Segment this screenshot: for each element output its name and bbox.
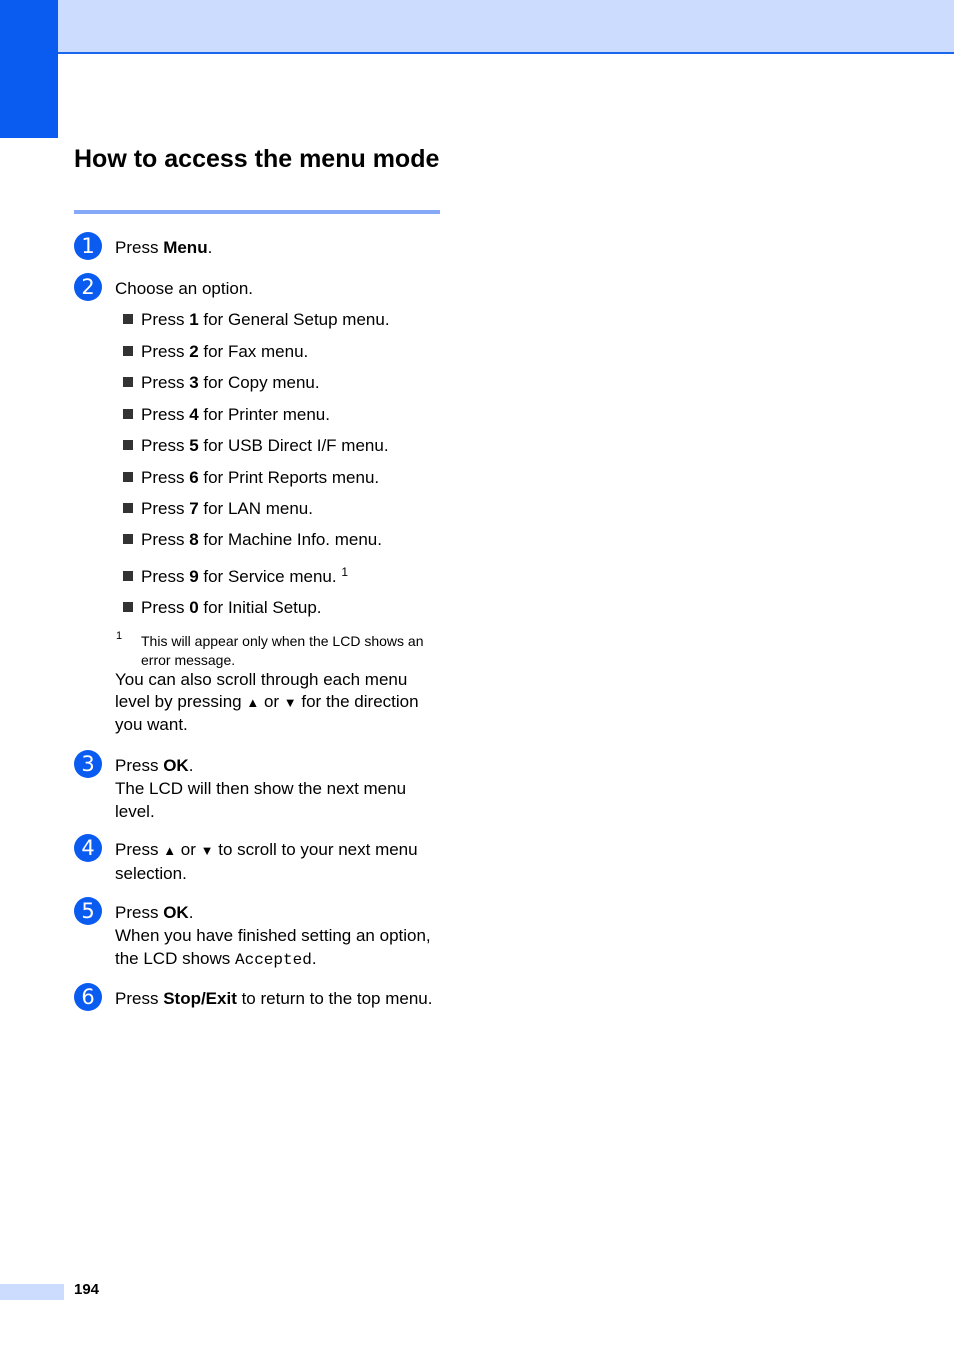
bullet-square-icon <box>123 571 133 581</box>
bullet-square-icon <box>123 377 133 387</box>
scroll-note: You can also scroll through each menu level by pressing ▲ or ▼ for the direction you want. <box>115 670 419 734</box>
step-text: Press Menu. <box>115 238 213 257</box>
arrow-up-icon: ▲ <box>246 695 260 710</box>
bullet-square-icon <box>123 409 133 419</box>
step-number-badge: 3 <box>74 750 102 778</box>
step-number-badge: 4 <box>74 834 102 862</box>
bullet-square-icon <box>123 472 133 482</box>
option-item: Press 0 for Initial Setup. <box>123 596 322 619</box>
step-text: Choose an option. <box>115 279 253 298</box>
step-text: Press OK. The LCD will then show the next menu level. <box>115 756 407 821</box>
bullet-square-icon <box>123 534 133 544</box>
bullet-square-icon <box>123 602 133 612</box>
footnote-ref: 1 <box>341 565 349 579</box>
option-item: Press 5 for USB Direct I/F menu. <box>123 434 389 457</box>
option-item: Press 7 for LAN menu. <box>123 497 313 520</box>
option-item: Press 4 for Printer menu. <box>123 403 330 426</box>
header-band <box>0 0 954 54</box>
bullet-square-icon <box>123 503 133 513</box>
arrow-down-icon: ▼ <box>200 843 214 858</box>
step-text: Press Stop/Exit to return to the top menu. <box>115 989 433 1008</box>
arrow-up-icon: ▲ <box>163 843 177 858</box>
option-item: Press 1 for General Setup menu. <box>123 308 390 331</box>
option-item: Press 8 for Machine Info. menu. <box>123 528 382 551</box>
footer-band <box>0 1284 64 1300</box>
option-item: Press 3 for Copy menu. <box>123 371 320 394</box>
step-number-badge: 1 <box>74 232 102 260</box>
footnote-mark: 1 <box>116 630 123 642</box>
step-text: Press OK. When you have finished setting an option, the LCD shows Accepted. <box>115 903 431 969</box>
arrow-down-icon: ▼ <box>283 695 297 710</box>
chapter-tab <box>0 0 58 138</box>
title-underline <box>74 210 440 214</box>
option-item: Press 6 for Print Reports menu. <box>123 466 379 489</box>
lcd-text: Accepted <box>235 951 312 969</box>
bullet-square-icon <box>123 440 133 450</box>
step-text: Press ▲ or ▼ to scroll to your next menu selection. <box>115 840 418 883</box>
footnote-text: This will appear only when the LCD shows an error message. <box>141 633 424 668</box>
section-title: How to access the menu mode <box>74 145 440 173</box>
step-number-badge: 6 <box>74 983 102 1011</box>
option-item: Press 2 for Fax menu. <box>123 340 308 363</box>
page-number: 194 <box>74 1281 100 1298</box>
step-number-badge: 2 <box>74 273 102 301</box>
option-item: Press 9 for Service menu. $^1$ <box>123 565 348 588</box>
bullet-square-icon <box>123 314 133 324</box>
step-number-badge: 5 <box>74 897 102 925</box>
bullet-square-icon <box>123 346 133 356</box>
